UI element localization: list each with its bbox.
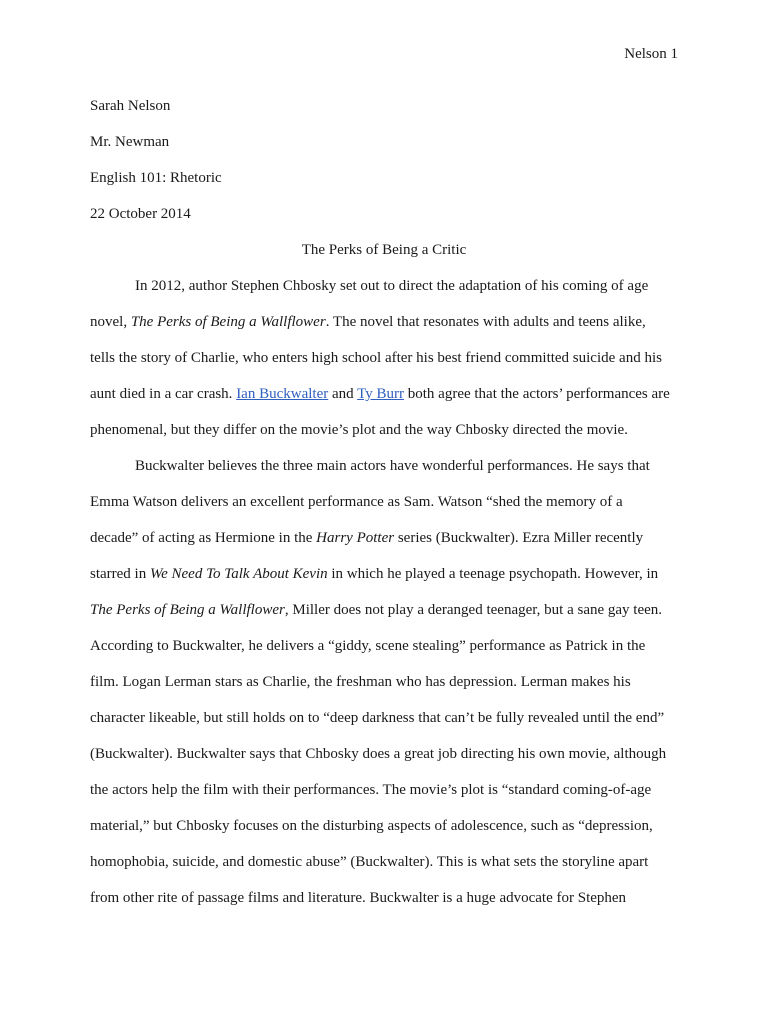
paragraph-line: homophobia, suicide, and domestic abuse” (Buckwalter). This is what sets the storyline apart (90, 854, 649, 870)
paragraph-line: material,” but Chbosky focuses on the disturbing aspects of adolescence, such as “depression, (90, 818, 653, 834)
text-run: aunt died in a car crash. (90, 386, 237, 402)
paragraph-line: character likeable, but still holds on to “deep darkness that can’t be fully revealed until the end” (90, 710, 665, 726)
film-title: We Need To Talk About Kevin (149, 566, 328, 582)
paragraph-line: Emma Watson delivers an excellent performance as Sam. Watson “shed the memory of a (90, 494, 623, 510)
paragraph-line (90, 304, 678, 340)
paragraph-line (90, 592, 678, 628)
text-run: and (328, 386, 358, 402)
book-title: Harry Potter (316, 530, 395, 546)
book-title: The Perks of Being a Wallflower (130, 314, 326, 330)
paragraph-line: In 2012, author Stephen Chbosky set out to direct the adaptation of his coming of age (135, 278, 649, 294)
running-head: Nelson 1 (624, 46, 678, 62)
text-run: in which he played a teenage psychopath. However, in (327, 566, 659, 582)
film-title: The Perks of Being a Wallflower (90, 602, 285, 618)
paragraph-line: the actors help the film with their performances. The movie’s plot is “standard coming-of-age (90, 782, 652, 798)
paragraph-line: phenomenal, but they differ on the movie’s plot and the way Chbosky directed the movie. (90, 422, 628, 438)
text-run: decade” of acting as Hermione in the (90, 530, 317, 546)
paragraph-line: (Buckwalter). Buckwalter says that Chbosky does a great job directing his own movie, although (90, 746, 667, 762)
link-ty-burr[interactable]: Ty Burr (357, 386, 404, 402)
text-run: , Miller does not play a deranged teenager, but a sane gay teen. (284, 602, 663, 618)
paragraph-line: Buckwalter believes the three main actors have wonderful performances. He says that (135, 458, 650, 474)
paragraph-line: According to Buckwalter, he delivers a “giddy, scene stealing” performance as Patrick in the (90, 638, 646, 654)
paragraph-line: tells the story of Charlie, who enters high school after his best friend committed suicide and his (90, 350, 662, 366)
instructor-name: Mr. Newman (90, 134, 170, 150)
paragraph-line: film. Logan Lerman stars as Charlie, the freshman who has depression. Lerman makes his (90, 674, 631, 690)
link-ian-buckwalter[interactable]: Ian Buckwalter (236, 386, 329, 402)
essay-date: 22 October 2014 (90, 206, 191, 222)
text-run: novel, (90, 314, 131, 330)
text-run: . The novel that resonates with adults and teens alike, (325, 314, 646, 330)
text-run: both agree that the actors’ performances are (404, 386, 670, 402)
essay-body (90, 88, 678, 916)
course-name: English 101: Rhetoric (90, 170, 222, 186)
student-name: Sarah Nelson (90, 98, 171, 114)
paragraph-line (90, 376, 678, 412)
text-run: series (Buckwalter). Ezra Miller recently (394, 530, 644, 546)
text-run: starred in (90, 566, 150, 582)
essay-title: The Perks of Being a Critic (301, 242, 467, 258)
paragraph-line: from other rite of passage films and literature. Buckwalter is a huge advocate for Stephen (90, 890, 627, 906)
paragraph-line (90, 556, 678, 592)
paragraph-line (90, 520, 678, 556)
